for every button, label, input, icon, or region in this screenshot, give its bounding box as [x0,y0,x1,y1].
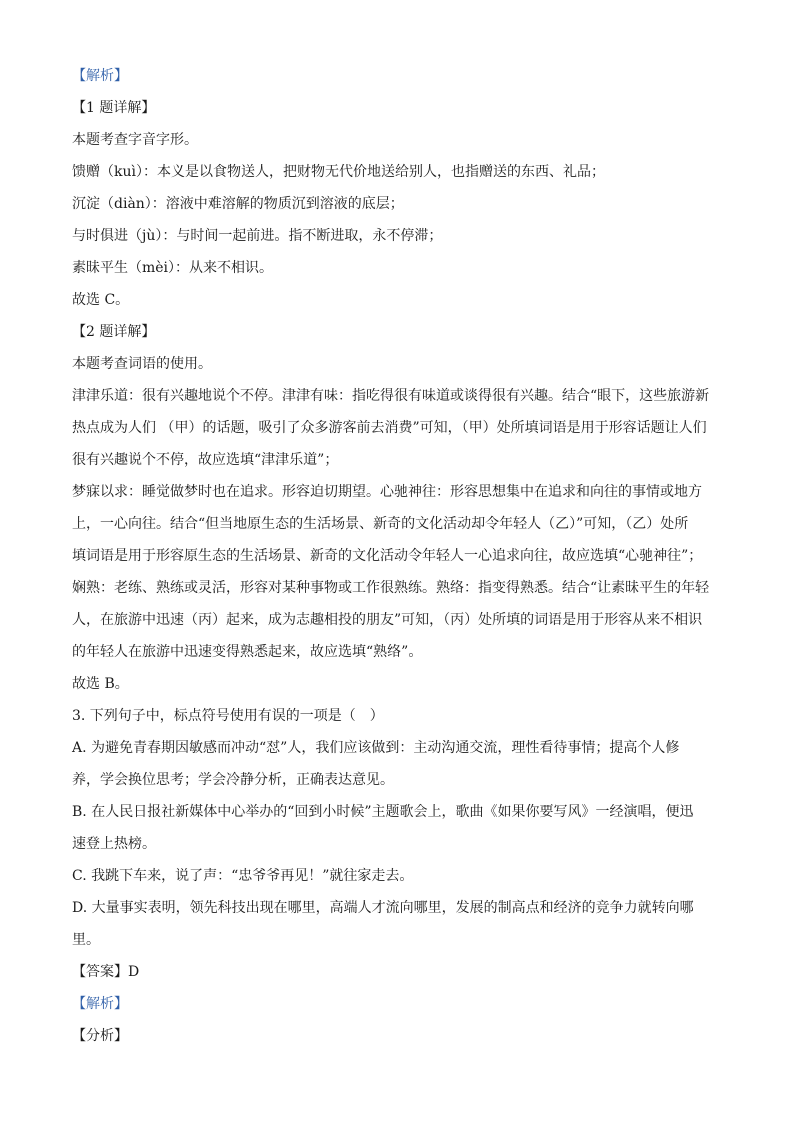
option-b-line: 速登上热榜。 [72,836,156,852]
paragraph-line: 与时俱进（jù）：与时间一起前进。指不断进取，永不停滞； [72,228,443,244]
option-a-line: 养，学会换位思考；学会冷静分析，正确表达意见。 [72,772,394,788]
paragraph-line: 本题考查词语的使用。 [72,356,212,372]
option-c-line: C. 我跳下车来，说了声：“忠爷爷再见！”就往家走去。 [72,868,414,884]
option-b-line: B. 在人民日报社新媒体中心举办的“回到小时候”主题歌会上，歌曲《如果你要写风》一经演唱，便迅 [72,804,694,820]
paragraph-line: 人，在旅游中迅速（丙）起来，成为志趣相投的朋友”可知，（丙）处所填的词语是用于形容从来不相识 [72,612,703,628]
option-a-line: A. 为避免青春期因敏感而冲动“怼”人，我们应该做到：主动沟通交流，理性看待事情；提高个人修 [72,740,680,756]
paragraph-line: 沉淀（diàn）：溶液中难溶解的物质沉到溶液的底层； [72,196,404,212]
paragraph-line: 津津乐道：很有兴趣地说个不停。津津有味：指吃得很有味道或谈得很有兴趣。结合“眼下，这些旅游新 [72,388,710,404]
analysis-heading: 【解析】 [72,68,128,84]
q2-detail-heading: 【2 题详解】 [72,324,156,340]
paragraph-line: 馈赠（kuì）：本义是以食物送人，把财物无代价地送给别人，也指赠送的东西、礼品； [72,164,605,180]
answer-choice-line: 故选 B。 [72,676,129,692]
paragraph-line: 热点成为人们 （甲）的话题，吸引了众多游客前去消费”可知，（甲）处所填词语是用于形容话题让人们 [72,420,707,436]
analysis-subheading: 【分析】 [72,1028,128,1044]
q1-detail-heading: 【1 题详解】 [72,100,156,116]
paragraph-line: 梦寐以求：睡觉做梦时也在追求。形容迫切期望。心驰神往：形容思想集中在追求和向往的事情或地方 [72,484,702,500]
paragraph-line: 本题考查字音字形。 [72,132,198,148]
paragraph-line: 上，一心向往。结合“但当地原生态的生活场景、新奇的文化活动却令年轻人（乙）”可知，（乙）处所 [72,516,689,532]
paragraph-line: 娴熟：老练、熟练或灵活，形容对某种事物或工作很熟练。熟络：指变得熟悉。结合“让素昧平生的年轻 [72,580,710,596]
answer-line: 【答案】D [72,964,140,980]
paragraph-line: 的年轻人在旅游中迅速变得熟悉起来，故应选填“熟络”。 [72,644,423,660]
paragraph-line: 很有兴趣说个不停，故应选填“津津乐道”； [72,452,339,468]
option-d-line: 里。 [72,932,100,948]
option-d-line: D. 大量事实表明，领先科技出现在哪里，高端人才流向哪里，发展的制高点和经济的竞争力就转向哪 [72,900,694,916]
question-3-stem: 3. 下列句子中，标点符号使用有误的一项是（ ） [72,708,384,724]
paragraph-line: 素昧平生（mèi）：从来不相识。 [72,260,274,276]
paragraph-line: 填词语是用于形容原生态的生活场景、新奇的文化活动令年轻人一心追求向往，故应选填“心驰神往”； [72,548,703,564]
answer-choice-line: 故选 C。 [72,292,130,308]
analysis-heading: 【解析】 [72,996,128,1012]
